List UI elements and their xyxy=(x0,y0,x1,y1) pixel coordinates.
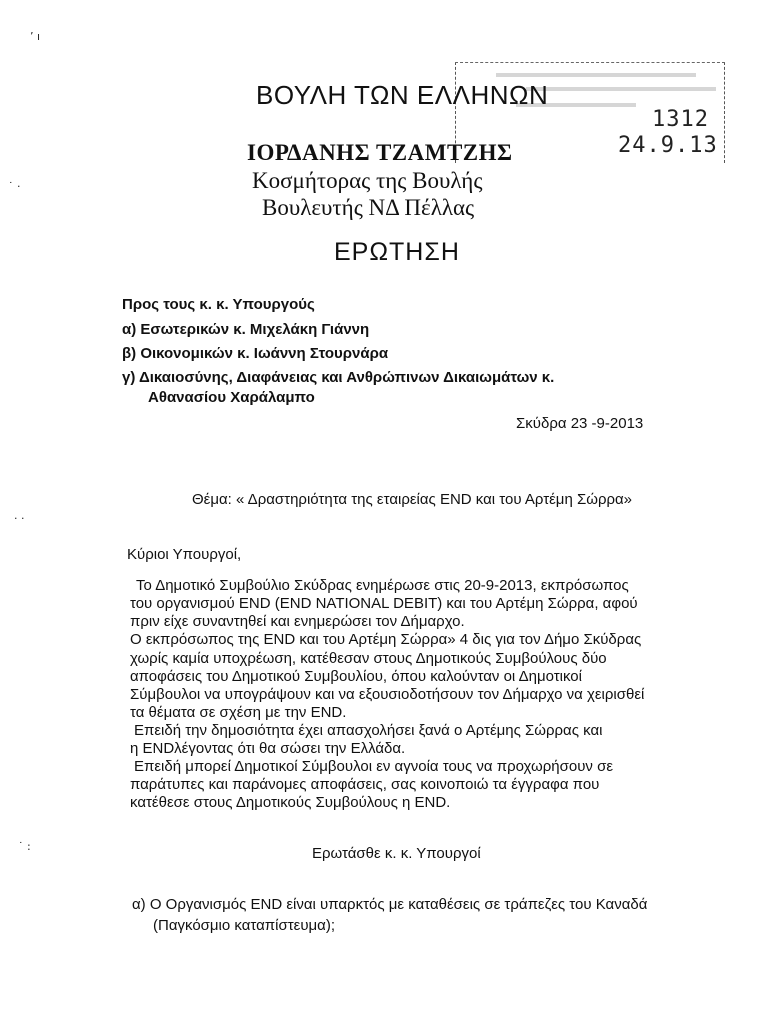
stamp-number: 1312 xyxy=(652,107,709,132)
body-line: χωρίς καμία υποχρέωση, κατέθεσαν στους Δημοτικούς Συμβούλους δύο xyxy=(130,650,607,667)
body-line: κατέθεσε στους Δημοτικούς Συμβούλους η END. xyxy=(130,794,451,811)
addressees-intro: Προς τους κ. κ. Υπουργούς xyxy=(122,296,315,313)
question-a: α) Ο Οργανισμός END είναι υπαρκτός με καταθέσεις σε τράπεζες του Καναδά xyxy=(132,896,648,913)
mp-name: ΙΟΡΔΑΝΗΣ ΤΖΑΜΤΖΗΣ xyxy=(247,140,513,165)
addressee-a: α) Εσωτερικών κ. Μιχελάκη Γιάννη xyxy=(122,321,370,338)
stamp-date: 24.9.13 xyxy=(618,133,718,158)
scan-speck: ʼ ı xyxy=(30,30,41,43)
body-line: η ENDλέγοντας ότι θα σώσει την Ελλάδα. xyxy=(130,740,406,757)
scan-speck: ˙ : xyxy=(18,840,31,853)
mp-role-deputy: Βουλευτής ΝΔ Πέλλας xyxy=(262,195,475,220)
document-type: ΕΡΩΤΗΣΗ xyxy=(334,238,460,266)
body-line: Επειδή μπορεί Δημοτικοί Σύμβουλοι εν αγνοία τους να προχωρήσουν σε xyxy=(134,758,614,775)
greeting: Κύριοι Υπουργοί, xyxy=(127,546,242,563)
body-line: του οργανισμού END (END NATIONAL DEBIT) και του Αρτέμη Σώρρα, αφού xyxy=(130,595,638,612)
body-line: Σύμβουλοι να υπογράψουν και να εξουσιοδοτήσουν τον Δήμαρχο να χειρισθεί xyxy=(130,686,645,703)
scan-speck: ‧ · xyxy=(14,512,25,525)
body-line: παράτυπες και παράνομες αποφάσεις, σας κοινοποιώ τα έγγραφα που xyxy=(130,776,600,793)
addressee-c: γ) Δικαιοσύνης, Διαφάνειας και Ανθρώπινων Δικαιωμάτων κ. xyxy=(122,369,555,386)
addressee-c-cont: Αθανασίου Χαράλαμπο xyxy=(148,389,315,406)
question-intro: Ερωτάσθε κ. κ. Υπουργοί xyxy=(312,845,481,862)
body-line: Επειδή την δημοσιότητα έχει απασχολήσει ξανά ο Αρτέμης Σώρρας και xyxy=(134,722,603,739)
scan-speck: ˙ ‧ xyxy=(8,180,21,193)
body-line: τα θέματα σε σχέση με την END. xyxy=(130,704,347,721)
place-date: Σκύδρα 23 -9-2013 xyxy=(516,415,644,432)
mp-role-quaestor: Κοσμήτορας της Βουλής xyxy=(252,168,483,193)
question-a-cont: (Παγκόσμιο καταπίστευμα); xyxy=(153,917,336,934)
body-line: Ο εκπρόσωπος της END και του Αρτέμη Σώρρα» 4 δις για τον Δήμο Σκύδρας xyxy=(130,631,642,648)
subject-line: Θέμα: « Δραστηριότητα της εταιρείας END και του Αρτέμη Σώρρα» xyxy=(192,491,633,508)
body-line: Το Δημοτικό Συμβούλιο Σκύδρας ενημέρωσε στις 20-9-2013, εκπρόσωπος xyxy=(136,577,629,594)
body-line: αποφάσεις του Δημοτικού Συμβουλίου, όπου καλούνταν οι Δημοτικοί xyxy=(130,668,582,685)
addressee-b: β) Οικονομικών κ. Ιωάννη Στουρνάρα xyxy=(122,345,389,362)
body-line: πριν είχε συναντηθεί και ενημερώσει τον Δήμαρχο. xyxy=(130,613,465,630)
parliament-title: ΒΟΥΛΗ ΤΩΝ ΕΛΛΗΝΩΝ xyxy=(256,80,549,110)
